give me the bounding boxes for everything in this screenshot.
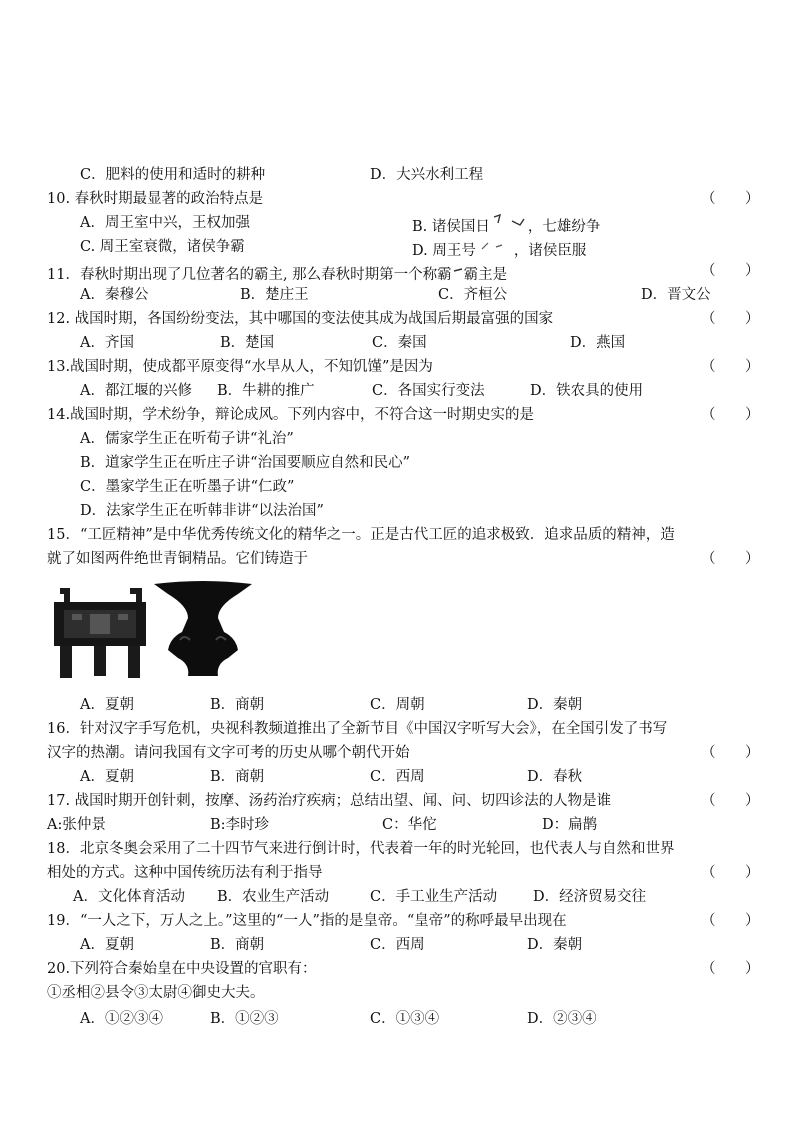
q20-option-a[interactable]: A．①②③④ <box>80 1011 163 1027</box>
q18-options-row <box>0 885 794 909</box>
q14-option-d[interactable]: D．法家学生正在听韩非讲“以法治国” <box>80 503 324 519</box>
q14-option-a[interactable]: A．儒家学生正在听荀子讲“礼治” <box>80 431 294 447</box>
q20-items: ①丞相②县令③太尉④御史大夫。 <box>47 985 265 1001</box>
q15-stem-line-2: 就了如图两件绝世青铜精品。它们铸造于 （ ） <box>0 547 794 571</box>
q16-option-c[interactable]: C．西周 <box>370 769 425 785</box>
q12-stem: 12. 战国时期，各国纷纷变法，其中哪国的变法使其成为战国后期最富强的国家 （ ） <box>0 307 794 331</box>
q13-stem-text: 13.战国时期，使成都平原变得“水旱从人，不知饥馑”是因为 <box>47 359 433 375</box>
q20-items-row <box>0 981 794 1005</box>
q10-options-row-1 <box>0 211 794 235</box>
q11-stem: 11．春秋时期出现了几位著名的霸主, 那么春秋时期第一个称霸 霸主是 （ ） <box>0 259 794 283</box>
q14-stem-text: 14.战国时期，学术纷争，辩论成风。下列内容中，不符合这一时期史实的是 <box>47 407 535 423</box>
q16-stem-line-2: 汉字的热潮。请问我国有文字可考的历史从哪个朝代开始 （ ） <box>0 741 794 765</box>
q13-option-c[interactable]: C．各国实行变法 <box>372 383 485 399</box>
q10-option-b[interactable]: B. 诸侯国日 ，七雄纷争 <box>412 211 600 239</box>
q9-option-c[interactable]: C．肥料的使用和适时的耕种 <box>80 167 266 183</box>
q14-option-b[interactable]: B．道家学生正在听庄子讲“治国要顺应自然和民心” <box>80 455 410 471</box>
q10-stem: 10. 春秋时期最显著的政治特点是 （ ） <box>0 187 794 211</box>
q18-stem-line-1 <box>0 837 794 861</box>
q10-option-d[interactable]: D. 周王号 ，诸侯臣服 <box>412 235 586 263</box>
q11-option-c[interactable]: C．齐桓公 <box>438 287 508 303</box>
q15-option-d[interactable]: D．秦朝 <box>527 697 583 713</box>
q15-options-row <box>0 693 794 717</box>
q12-options-row <box>0 331 794 355</box>
q17-option-b[interactable]: B:李时珍 <box>210 817 270 833</box>
q13-option-b[interactable]: B．牛耕的推广 <box>217 383 315 399</box>
q16-stem-text-2: 汉字的热潮。请问我国有文字可考的历史从哪个朝代开始 <box>47 745 410 761</box>
q16-stem-text-1: 16．针对汉字手写危机，央视科教频道推出了全新节目《中国汉字听写大会》，在全国引发了书写 <box>47 721 668 737</box>
q20-option-b[interactable]: B．①②③ <box>210 1011 279 1027</box>
bronze-ding-image <box>50 580 150 680</box>
q14-option-row-d <box>0 499 794 523</box>
q14-option-c[interactable]: C．墨家学生正在听墨子讲“仁政” <box>80 479 295 495</box>
q11-options-row <box>0 283 794 307</box>
q20-option-d[interactable]: D．②③④ <box>527 1011 597 1027</box>
q12-option-c[interactable]: C．秦国 <box>372 335 427 351</box>
q15-option-b[interactable]: B．商朝 <box>210 697 265 713</box>
q18-stem-line-2: 相处的方式。这种中国传统历法有利于指导 （ ） <box>0 861 794 885</box>
q19-option-c[interactable]: C．西周 <box>370 937 425 953</box>
q10-options-row-2 <box>0 235 794 259</box>
q10-option-a[interactable]: A．周王室中兴，王权加强 <box>80 215 250 231</box>
q17-stem: 17. 战国时期开创针刺，按摩、汤药治疗疾病；总结出望、闻、问、切四诊法的人物是谁 （ ） <box>0 789 794 813</box>
q11-option-a[interactable]: A．秦穆公 <box>80 287 149 303</box>
q17-options-row <box>0 813 794 837</box>
q19-option-d[interactable]: D．秦朝 <box>527 937 583 953</box>
q20-option-c[interactable]: C．①③④ <box>370 1011 440 1027</box>
q16-option-b[interactable]: B．商朝 <box>210 769 265 785</box>
q18-option-c[interactable]: C．手工业生产活动 <box>370 889 498 905</box>
q14-option-row-c <box>0 475 794 499</box>
q11-option-b[interactable]: B．楚庄王 <box>240 287 309 303</box>
q15-option-a[interactable]: A．夏朝 <box>80 697 134 713</box>
q12-option-d[interactable]: D．燕国 <box>570 335 626 351</box>
q18-option-d[interactable]: D．经济贸易交往 <box>533 889 647 905</box>
q12-option-b[interactable]: B．楚国 <box>220 335 275 351</box>
q18-stem-text-2: 相处的方式。这种中国传统历法有利于指导 <box>47 865 323 881</box>
q13-option-d[interactable]: D．铁农具的使用 <box>530 383 644 399</box>
q17-option-d[interactable]: D：扁鹊 <box>542 817 598 833</box>
q17-stem-text: 17. 战国时期开创针刺，按摩、汤药治疗疾病；总结出望、闻、问、切四诊法的人物是谁 <box>47 793 612 809</box>
q15-stem-text-1: 15．“工匠精神”是中华优秀传统文化的精华之一。正是古代工匠的追求极致．追求品质的精神，造 <box>47 527 675 543</box>
q10-stem-text: 10. 春秋时期最显著的政治特点是 <box>47 191 264 207</box>
q12-stem-text: 12. 战国时期，各国纷纷变法，其中哪国的变法使其成为战国后期最富强的国家 <box>47 311 554 327</box>
q9-option-d[interactable]: D．大兴水利工程 <box>370 167 484 183</box>
q17-option-c[interactable]: C：华佗 <box>382 817 437 833</box>
q12-option-a[interactable]: A．齐国 <box>80 335 134 351</box>
bronze-zun-image <box>152 580 254 680</box>
q18-option-a[interactable]: A．文化体育活动 <box>73 889 185 905</box>
q9-options-row <box>0 163 794 187</box>
q18-stem-text-1: 18．北京冬奥会采用了二十四节气来进行倒计时，代表着一年的时光轮回，也代表人与自然和世界 <box>47 841 675 857</box>
q19-options-row <box>0 933 794 957</box>
q13-stem: 13.战国时期，使成都平原变得“水旱从人，不知饥馑”是因为 （ ） <box>0 355 794 379</box>
q11-option-d[interactable]: D．晋文公 <box>641 287 711 303</box>
q17-option-a[interactable]: A:张仲景 <box>47 817 106 833</box>
q20-stem: 20.下列符合秦始皇在中央设置的官职有： （ ） <box>0 957 794 981</box>
q13-options-row <box>0 379 794 403</box>
q15-option-c[interactable]: C．周朝 <box>370 697 425 713</box>
q15-stem-line-1 <box>0 523 794 547</box>
q19-stem-text: 19．“一人之下，万人之上。”这里的“一人”指的是皇帝。“皇帝”的称呼最早出现在 <box>47 913 567 929</box>
q19-option-b[interactable]: B．商朝 <box>210 937 265 953</box>
q13-option-a[interactable]: A．都江堰的兴修 <box>80 383 192 399</box>
q19-option-a[interactable]: A．夏朝 <box>80 937 134 953</box>
q10-option-c[interactable]: C. 周王室衰微，诸侯争霸 <box>80 239 245 255</box>
q18-option-b[interactable]: B．农业生产活动 <box>217 889 330 905</box>
q11-stem-text: 11．春秋时期出现了几位著名的霸主, 那么春秋时期第一个称霸 霸主是 <box>47 259 507 287</box>
q15-stem-text-2: 就了如图两件绝世青铜精品。它们铸造于 <box>47 551 308 567</box>
q20-options-row <box>0 1007 794 1031</box>
q20-stem-text: 20.下列符合秦始皇在中央设置的官职有： <box>47 961 317 977</box>
q16-option-d[interactable]: D．春秋 <box>527 769 583 785</box>
q14-option-row-b <box>0 451 794 475</box>
q16-stem-line-1 <box>0 717 794 741</box>
q19-stem: 19．“一人之下，万人之上。”这里的“一人”指的是皇帝。“皇帝”的称呼最早出现在 （ ） <box>0 909 794 933</box>
q16-option-a[interactable]: A．夏朝 <box>80 769 134 785</box>
q16-options-row <box>0 765 794 789</box>
q14-option-row-a <box>0 427 794 451</box>
q14-stem: 14.战国时期，学术纷争，辩论成风。下列内容中，不符合这一时期史实的是 （ ） <box>0 403 794 427</box>
